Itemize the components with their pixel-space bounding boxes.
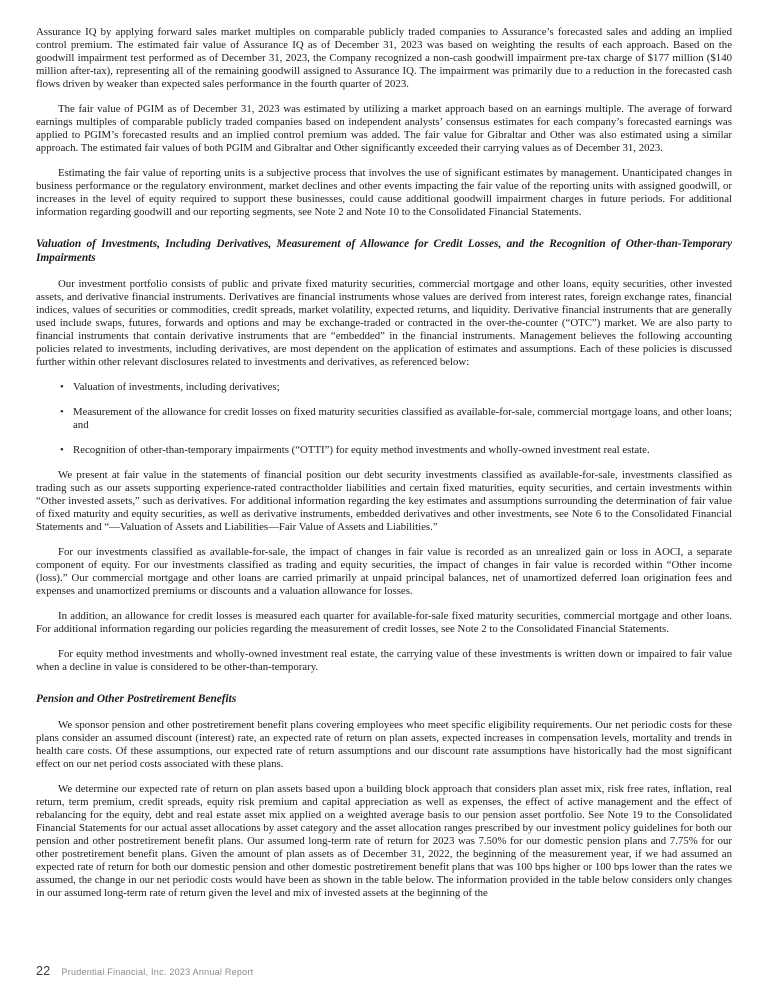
paragraph-present-fair-value: We present at fair value in the statements of financial position our debt security investments classified as available-for-sale, investments classified as trading such as our assets supporting experience-rated contractholder liabilities and certain fixed maturities, equity securities, and certain investments within “Other invested assets,” such as derivatives. For additional information regarding the key estimates and assumptions surrounding the determination of fair value of fixed maturity and equity securities, as well as derivative instruments, embedded derivatives and other investments, see Note 6 to the Consolidated Financial Statements and “—Valuation of Assets and Liabilities—Fair Value of Assets and Liabilities.”: [36, 469, 732, 533]
paragraph-pension-sponsor: We sponsor pension and other postretirement benefit plans covering employees who meet specific eligibility requirements. Our net periodic costs for these plans consider an assumed discount (interest) rate, an expected rate of return on plan assets, expected increases in compensation levels, mortality and trends in health care costs. Of these assumptions, our expected rate of return assumptions and our discount rate assumptions have historically had the most significant effect on our net period costs associated with these plans.: [36, 719, 732, 770]
paragraph-afs-investments: For our investments classified as available-for-sale, the impact of changes in fair value is recorded as an unrealized gain or loss in AOCI, a separate component of equity. For our investments classified as trading and equity securities, the impact of changes in fair value is recorded within “Other income (loss).” Our commercial mortgage and other loans are carried primarily at unpaid principal balances, net of unamortized deferred loan origination fees and expenses and unamortized premiums or discounts and a valuation allowance for losses.: [36, 546, 732, 597]
document-body: [36, 26, 732, 912]
paragraph-equity-method-investments: For equity method investments and wholly-owned investment real estate, the carrying value of these investments is written down or impaired to fair value when a decline in value is considered to be other-than-temporary.: [36, 648, 732, 673]
section-heading-pension-benefits: Pension and Other Postretirement Benefits: [36, 693, 237, 705]
bullet-item-allowance-credit-losses: • Measurement of the allowance for credit losses on fixed maturity securities classified as available-for-sale, commercial mortgage loans, and other loans; and: [36, 406, 732, 432]
bullet-item-valuation: • Valuation of investments, including derivatives;: [36, 381, 732, 394]
paragraph-assurance-iq-goodwill: Assurance IQ by applying forward sales market multiples on comparable publicly traded companies to Assurance’s forecasted sales and adding an implied control premium. The estimated fair value of Assurance IQ as of December 31, 2023 was based on weighting the results of each approach. Based on the goodwill impairment test performed as of December 31, 2023, the Company recognized a non-cash goodwill impairment pre-tax charge of $177 million ($140 million after-tax), representing all of the remaining goodwill assigned to Assurance IQ. The impairment was primarily due to a reduction in the forecasted cash flows driven by weaker than expected sales performance in the fourth quarter of 2023.: [36, 26, 732, 90]
bullet-item-otti-recognition: • Recognition of other-than-temporary impairments (“OTTI”) for equity method investments and wholly-owned investment real estate.: [36, 444, 732, 457]
page-number: 22: [36, 964, 51, 978]
paragraph-estimating-fair-value: Estimating the fair value of reporting units is a subjective process that involves the use of significant estimates by management. Unanticipated changes in business performance or the regulatory environment, market declines and other events impacting the fair value of the reporting units with assigned goodwill, or increases in the level of equity required to support these businesses, could cause additional goodwill impairment charges in future periods. For additional information regarding goodwill and our reporting segments, see Note 2 and Note 10 to the Consolidated Financial Statements.: [36, 167, 732, 218]
bullet-list-investment-policies: [36, 381, 732, 457]
report-title: Prudential Financial, Inc. 2023 Annual Report: [61, 967, 254, 977]
paragraph-expected-rate-of-return: We determine our expected rate of return on plan assets based upon a building block approach that considers plan asset mix, risk free rates, inflation, real return, term premium, credit spreads, equity risk premium and capital appreciation as well as expenses, the effect of active management and the effect of rebalancing for the equity, debt and real estate asset mix applied on a weighted average basis to our pension asset portfolio. See Note 19 to the Consolidated Financial Statements for our actual asset allocations by asset category and the asset allocation ranges prescribed by our investment policy guidelines for both our pension and other postretirement benefit plans. Our assumed long-term rate of return for 2023 was 7.50% for our domestic pension plans and 7.75% for our other postretirement benefit plans. Given the amount of plan assets as of December 31, 2022, the beginning of the measurement year, if we had assumed an expected rate of return for both our domestic pension and other domestic postretirement benefit plans that was 100 bps higher or 100 bps lower than the rates we assumed, the change in our net periodic costs would have been as shown in the table below. The information provided in the table below considers only changes in our assumed long-term rate of return given the level and mix of invested assets at the beginning of the: [36, 783, 732, 899]
page-footer: [36, 964, 732, 1004]
paragraph-credit-losses-quarterly: In addition, an allowance for credit losses is measured each quarter for available-for-sale fixed maturity securities, commercial mortgage and other loans. For additional information regarding our policies regarding the measurement of credit losses, see Note 2 to the Consolidated Financial Statements.: [36, 610, 732, 635]
paragraph-pgim-fair-value: The fair value of PGIM as of December 31, 2023 was estimated by utilizing a market approach based on an earnings multiple. The average of forward earnings multiples of comparable publicly traded companies based on independent analysts’ consensus estimates for each company’s forecasted earnings was applied to PGIM’s forecasted results and an implied control premium was added. The fair value for Gibraltar and Other was also estimated using a similar approach. The estimated fair values of both PGIM and Gibraltar and Other significantly exceeded their carrying values as of December 31, 2023.: [36, 103, 732, 154]
section-heading-valuation-of-investments: Valuation of Investments, Including Derivatives, Measurement of Allowance for Credit Losses, and the Recognition of Other-than-Temporary Impairments: [36, 238, 732, 264]
paragraph-investment-portfolio: Our investment portfolio consists of public and private fixed maturity securities, commercial mortgage and other loans, equity securities, other invested assets, and derivative financial instruments. Derivatives are financial instruments whose values are derived from interest rates, foreign exchange rates, financial indices, values of securities or commodities, credit spreads, market volatility, expected returns, and liquidity. Derivative financial instruments that are generally used include swaps, futures, forwards and options and may be exchange-traded or contracted in the over-the-counter (“OTC”) market. We are also party to financial instruments that contain derivative instruments that are “embedded” in the financial instruments. Management believes the following accounting policies related to investments, including derivatives, are most dependent on the application of estimates and assumptions. Each of these policies is discussed further within other relevant disclosures related to investments and derivatives, as referenced below:: [36, 278, 732, 368]
